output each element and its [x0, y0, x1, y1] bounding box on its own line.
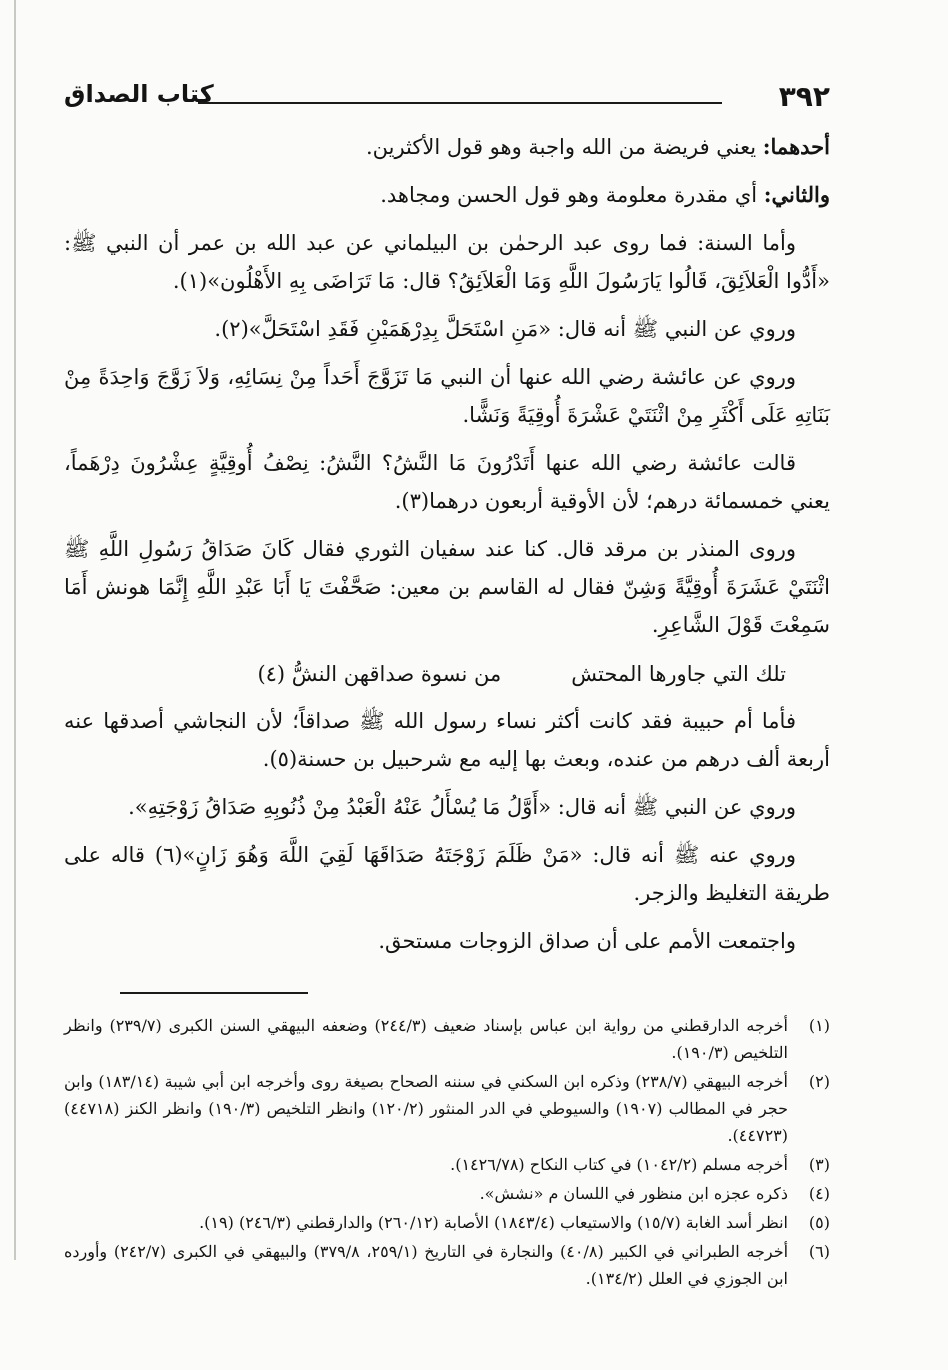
- book-title: كتاب الصداق: [64, 80, 214, 108]
- margin-line: [14, 0, 16, 1260]
- footnote-text: أخرجه مسلم (١٠٤٢/٢) في كتاب النكاح (١٤٢٦/٧٨).: [450, 1155, 788, 1174]
- paragraph: فأما أم حبيبة فقد كانت أكثر نساء رسول الله ﷺ صداقاً؛ لأن النجاشي أصدقها عنه أربعة ألف درهم من عنده، وبعث بها إليه مع شرحبيل بن حسنة(٥).: [64, 709, 830, 771]
- footnote-number: (١): [808, 1016, 830, 1035]
- footnote-text: ذكره عجزه ابن منظور في اللسان م «نشش».: [479, 1184, 788, 1203]
- paragraph-text: أي مقدرة معلومة وهو قول الحسن ومجاهد.: [380, 183, 764, 207]
- paragraph: وروي عن عائشة رضي الله عنها أن النبي مَا تَزَوَّجَ أَحَداً مِنْ نِسَائِهِ، وَلاَ زَوَّجَ وَاحِدَةً مِنْ بَنَاتِهِ عَلَى أَكْثَرِ مِنْ اثْنَتَيْ عَشْرَةَ أُوقِيَةً وَنَشًّا.: [64, 365, 830, 427]
- footnote: [64, 1151, 830, 1178]
- footnotes: [64, 1012, 830, 1294]
- footnote-number: (٤): [808, 1184, 830, 1203]
- paragraph: وروي عن النبي ﷺ أنه قال: «أَوَّلُ مَا يُسْأَلُ عَنْهُ الْعَبْدُ مِنْ ذُنُوبِهِ صَدَاقُ زَوْجَتِهِ».: [128, 795, 796, 819]
- footnote: [64, 1238, 830, 1292]
- paragraph: [64, 176, 830, 214]
- footnote: [64, 1180, 830, 1207]
- paragraph: وروى المنذر بن مرقد قال. كنا عند سفيان الثوري فقال كَانَ صَدَاقُ رَسُولِ اللَّهِ ﷺ اثْنَتَيْ عَشَرَةَ أُوقِيَّةً وَشِنّ فقال له القاسم بن معين: صَحَّفْتَ يَا أَبَا عَبْدِ اللَّهِ إِنَّمَا هونش أَمَا سَمِعْتَ قَوْلَ الشَّاعِرِ.: [64, 537, 830, 637]
- footnote: [64, 1209, 830, 1236]
- footnote-text: أخرجه الطبراني في الكبير (٤٠/٨) والنجارة في التاريخ (٢٥٩/١، ٣٧٩/٨) والبيهقي في الكبرى (٢٤٢/٧) وأورده ابن الجوزي في العلل (١٣٤/٢).: [64, 1242, 789, 1288]
- footnote-number: (٦): [808, 1242, 830, 1261]
- header-rule: [198, 102, 722, 104]
- page-header: [64, 80, 830, 120]
- paragraph: وروي عنه ﷺ أنه قال: «مَنْ ظَلَمَ زَوْجَتَهُ صَدَاقَهَا لَقِيَ اللَّهَ وَهُوَ زَانٍ»(٦) قاله على طريقة التغليظ والزجر.: [64, 843, 830, 905]
- page-number: ٣٩٢: [778, 80, 830, 113]
- footnote-separator: [120, 992, 308, 994]
- paragraph-text: يعني فريضة من الله واجبة وهو قول الأكثرين.: [365, 135, 763, 159]
- paragraph: وأما السنة: فما روى عبد الرحمٰن بن البيلماني عن عبد الله بن عمر أن النبي ﷺ: «أَدُّوا الْعَلاَئِقَ، قَالُوا يَارَسُولَ اللَّهِ وَمَا الْعَلاَئِقُ؟ قال: مَا تَرَاضَى بِهِ الأَهْلُون»(١).: [64, 231, 830, 293]
- footnote-text: أخرجه الدارقطني من رواية ابن عباس بإسناد ضعيف (٢٤٤/٣) وضعفه البيهقي السنن الكبرى (٢٣٩/٧) وانظر التلخيص (١٩٠/٣).: [64, 1016, 789, 1062]
- footnote-number: (٥): [808, 1213, 830, 1232]
- footnote: [64, 1068, 830, 1149]
- paragraph: واجتمعت الأمم على أن صداق الزوجات مستحق.: [378, 929, 796, 953]
- verse-second-half: من نسوة صداقهن النشُّ (٤): [257, 662, 502, 686]
- footnote-number: (٢): [808, 1072, 830, 1091]
- footnote: [64, 1012, 830, 1066]
- main-text: [64, 128, 830, 970]
- paragraph: وروي عن النبي ﷺ أنه قال: «مَنِ اسْتَحَلَّ بِدِرْهَمَيْنِ فَقَدِ اسْتَحَلَّ»(٢).: [214, 317, 796, 341]
- paragraph-lead: والثاني:: [763, 182, 830, 207]
- poem-verse: [64, 654, 830, 694]
- paragraph-lead: أحدهما:: [762, 134, 830, 159]
- paragraph: [64, 128, 830, 166]
- footnote-text: أخرجه البيهقي (٢٣٨/٧) وذكره ابن السكني في سننه الصحاح بصيغة روى وأخرجه ابن أبي شيبة (١٨٣/١٤) وابن حجر في المطالب (١٩٠٧) والسيوطي في الدر المنثور (١٢٠/٢) وانظر التلخيص (١٩٠/٣) وانظر الكنز (٤٤٧١٨) (٤٤٧٢٣).: [64, 1072, 788, 1145]
- footnote-number: (٣): [808, 1155, 830, 1174]
- paragraph: قالت عائشة رضي الله عنها أَتَدْرُونَ مَا النَّشُ؟ النَّشُ: نِصْفُ أُوقِيَّةٍ عِشْرُونَ دِرْهَماً، يعني خمسمائة درهم؛ لأن الأوقية أربعون درهما(٣).: [64, 451, 830, 513]
- footnote-text: انظر أسد الغابة (١٥/٧) والاستيعاب (١٨٤٣/٤) الأصابة (٢٦٠/١٢) والدارقطني (٢٤٦/٣) (١٩).: [199, 1213, 788, 1232]
- verse-first-half: تلك التي جاورها المحتش: [571, 662, 786, 686]
